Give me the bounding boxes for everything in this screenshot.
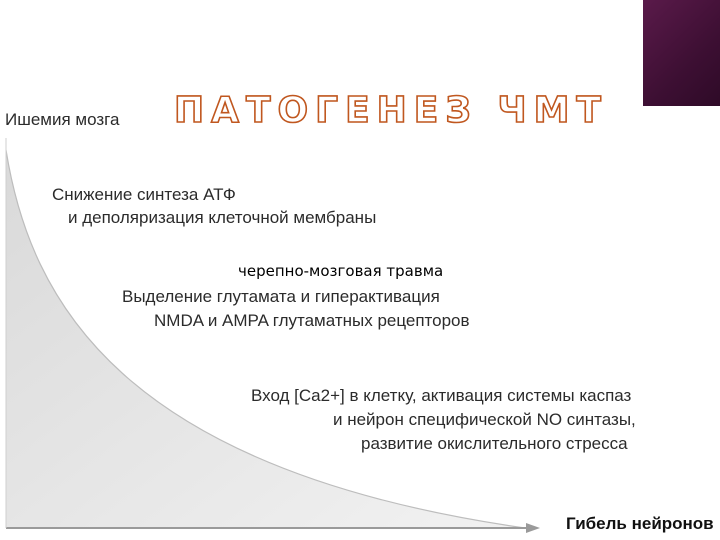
curve-area	[6, 150, 525, 528]
label-neuron-death: Гибель нейронов	[566, 514, 714, 533]
label-calcium-line1: Вход [Ca2+] в клетку, активация системы каспаз	[251, 386, 632, 405]
arrow-head	[526, 523, 540, 533]
label-atp-line2: и деполяризация клеточной мембраны	[68, 208, 377, 227]
label-calcium-line2: и нейрон специфической NO синтазы,	[333, 410, 636, 429]
label-calcium-line3: развитие окислительного стресса	[361, 434, 628, 453]
label-glutamate-line1: Выделение глутамата и гиперактивация	[122, 287, 440, 306]
label-atp-line1: Снижение синтеза АТФ	[52, 185, 236, 204]
label-ischemia: Ишемия мозга	[5, 110, 120, 129]
slide-title: ПАТОГЕНЕЗ ЧМТ	[174, 90, 608, 131]
label-glutamate-line2: NMDA и AMPA глутаматных рецепторов	[154, 311, 470, 330]
overlay-caption: черепно-мозговая травма	[238, 262, 444, 280]
